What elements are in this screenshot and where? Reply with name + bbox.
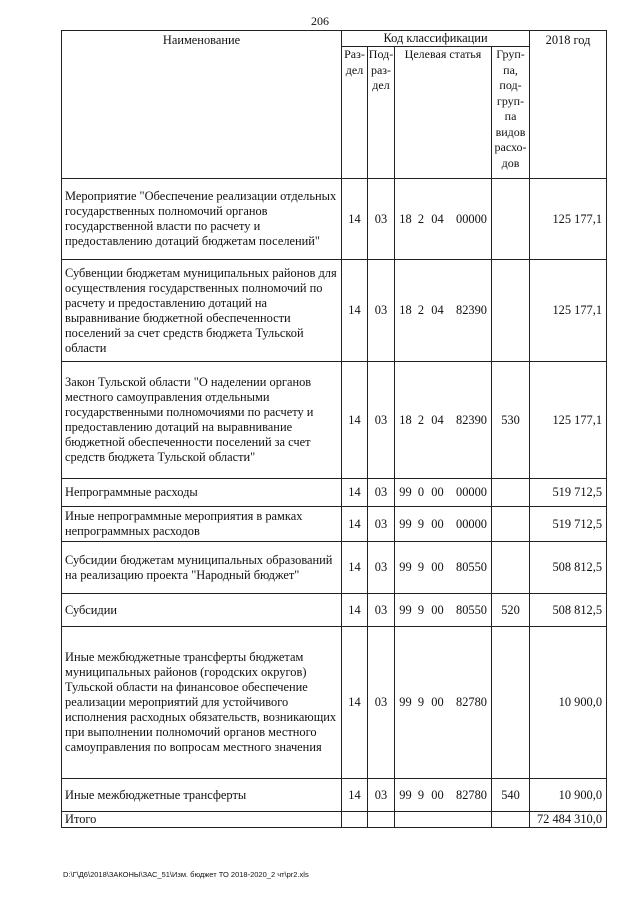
row-amount: 125 177,1 xyxy=(530,260,607,362)
target-program: 18 xyxy=(399,211,412,226)
row-group xyxy=(492,260,530,362)
target-subprogram: 2 xyxy=(417,211,425,226)
target-program: 99 xyxy=(399,516,412,531)
row-amount: 519 712,5 xyxy=(530,479,607,507)
row-podrazdel: 03 xyxy=(368,362,395,479)
row-group xyxy=(492,479,530,507)
total-empty-cell xyxy=(395,812,492,828)
row-target xyxy=(395,779,492,812)
table-row xyxy=(62,627,607,779)
row-target xyxy=(395,260,492,362)
row-podrazdel: 03 xyxy=(368,627,395,779)
row-target xyxy=(395,362,492,479)
target-event: 00 xyxy=(431,787,444,802)
target-subprogram: 9 xyxy=(417,695,425,709)
row-amount: 125 177,1 xyxy=(530,179,607,260)
row-podrazdel: 03 xyxy=(368,507,395,542)
target-direction: 00000 xyxy=(456,211,487,226)
row-amount: 10 900,0 xyxy=(530,779,607,812)
header-podrazdel: Под- раз- дел xyxy=(368,47,395,179)
table-row xyxy=(62,260,607,362)
row-target xyxy=(395,479,492,507)
header-name: Наименование xyxy=(62,31,342,179)
target-subprogram: 9 xyxy=(417,560,425,574)
target-program: 99 xyxy=(399,695,412,709)
target-program: 99 xyxy=(399,602,412,617)
row-target xyxy=(395,627,492,779)
row-razdel: 14 xyxy=(342,594,368,627)
data-rows xyxy=(62,179,607,812)
table-row xyxy=(62,594,607,627)
total-amount: 72 484 310,0 xyxy=(530,812,607,828)
row-name: Иные межбюджетные трансферты xyxy=(62,779,342,812)
target-direction: 82780 xyxy=(456,695,487,709)
row-name: Закон Тульской области "О наделении органов местного самоуправления отдельными государственными полномочиями по расчету и предоставлению дотаций на выравнивание бюджетной обеспеченности поселений за счет средств бюджета Тульской области" xyxy=(62,362,342,479)
target-program: 99 xyxy=(399,560,412,574)
header-code-group: Код классификации xyxy=(342,31,530,47)
row-name: Иные межбюджетные трансферты бюджетам муниципальных районов (городских округов) Тульской области на финансовое обеспечение реализации мероприятий для устойчивого исполнения расходных обязательств, возникающих при выполнении полномочий органов местного самоуправления по вопросам местного значения xyxy=(62,627,342,779)
table-row xyxy=(62,779,607,812)
target-subprogram: 9 xyxy=(417,516,425,531)
header-group: Груп- па, под- груп- па видов расхо- дов xyxy=(492,47,530,179)
header-razdel: Раз- дел xyxy=(342,47,368,179)
row-amount: 125 177,1 xyxy=(530,362,607,479)
table-row xyxy=(62,507,607,542)
row-name: Непрограммные расходы xyxy=(62,479,342,507)
target-event: 04 xyxy=(431,303,444,317)
row-group xyxy=(492,627,530,779)
row-razdel: 14 xyxy=(342,542,368,594)
target-subprogram: 0 xyxy=(417,485,425,499)
page-number: 206 xyxy=(311,14,329,28)
total-empty-cell xyxy=(368,812,395,828)
total-empty-cell xyxy=(342,812,368,828)
header-target: Целевая статья xyxy=(395,47,492,179)
table-row xyxy=(62,362,607,479)
target-subprogram: 2 xyxy=(417,412,425,427)
target-program: 99 xyxy=(399,485,412,499)
row-podrazdel: 03 xyxy=(368,260,395,362)
row-group: 530 xyxy=(492,362,530,479)
row-amount: 508 812,5 xyxy=(530,594,607,627)
target-direction: 82390 xyxy=(456,303,487,317)
row-target xyxy=(395,594,492,627)
total-section xyxy=(62,812,607,828)
target-direction: 80550 xyxy=(456,602,487,617)
target-direction: 00000 xyxy=(456,485,487,499)
row-razdel: 14 xyxy=(342,627,368,779)
row-razdel: 14 xyxy=(342,507,368,542)
row-amount: 519 712,5 xyxy=(530,507,607,542)
target-program: 18 xyxy=(399,303,412,317)
header-row-1 xyxy=(62,31,607,47)
target-program: 99 xyxy=(399,787,412,802)
table-row xyxy=(62,179,607,260)
target-subprogram: 9 xyxy=(417,602,425,617)
row-group xyxy=(492,179,530,260)
row-amount: 10 900,0 xyxy=(530,627,607,779)
target-event: 00 xyxy=(431,516,444,531)
row-name: Иные непрограммные мероприятия в рамках непрограммных расходов xyxy=(62,507,342,542)
row-target xyxy=(395,507,492,542)
row-razdel: 14 xyxy=(342,179,368,260)
target-event: 00 xyxy=(431,485,444,499)
table-body xyxy=(62,31,607,179)
target-direction: 82390 xyxy=(456,412,487,427)
row-razdel: 14 xyxy=(342,362,368,479)
row-name: Мероприятие "Обеспечение реализации отдельных государственных полномочий органов государственной власти по расчету и предоставлению дотаций бюджетам поселений" xyxy=(62,179,342,260)
row-razdel: 14 xyxy=(342,779,368,812)
row-name: Субвенции бюджетам муниципальных районов для осуществления государственных полномочий по расчету и предоставлению дотаций на выравнивание бюджетной обеспеченности поселений за счет средств бюджета Тульской области xyxy=(62,260,342,362)
target-direction: 82780 xyxy=(456,787,487,802)
total-row xyxy=(62,812,607,828)
row-podrazdel: 03 xyxy=(368,779,395,812)
target-direction: 80550 xyxy=(456,560,487,574)
header-year: 2018 год xyxy=(530,31,607,179)
target-subprogram: 9 xyxy=(417,787,425,802)
row-name: Субсидии бюджетам муниципальных образований на реализацию проекта "Народный бюджет" xyxy=(62,542,342,594)
footer-file-path: D:\Г\Д6\2018\ЗАКОНЫ\ЗАС_51\Изм. бюджет ТО 2018-2020_2 чт\pr2.xls xyxy=(63,870,309,879)
row-group xyxy=(492,507,530,542)
target-subprogram: 2 xyxy=(417,303,425,317)
total-label: Итого xyxy=(62,812,342,828)
row-razdel: 14 xyxy=(342,260,368,362)
target-event: 00 xyxy=(431,560,444,574)
row-group: 520 xyxy=(492,594,530,627)
row-podrazdel: 03 xyxy=(368,179,395,260)
target-event: 00 xyxy=(431,602,444,617)
target-direction: 00000 xyxy=(456,516,487,531)
row-podrazdel: 03 xyxy=(368,479,395,507)
target-program: 18 xyxy=(399,412,412,427)
row-group xyxy=(492,542,530,594)
row-razdel: 14 xyxy=(342,479,368,507)
row-amount: 508 812,5 xyxy=(530,542,607,594)
row-name: Субсидии xyxy=(62,594,342,627)
table-row xyxy=(62,542,607,594)
row-target xyxy=(395,179,492,260)
target-event: 00 xyxy=(431,695,444,709)
row-podrazdel: 03 xyxy=(368,542,395,594)
table-row xyxy=(62,479,607,507)
row-podrazdel: 03 xyxy=(368,594,395,627)
row-group: 540 xyxy=(492,779,530,812)
budget-table xyxy=(61,30,607,828)
total-empty-cell xyxy=(492,812,530,828)
target-event: 04 xyxy=(431,412,444,427)
row-target xyxy=(395,542,492,594)
target-event: 04 xyxy=(431,211,444,226)
